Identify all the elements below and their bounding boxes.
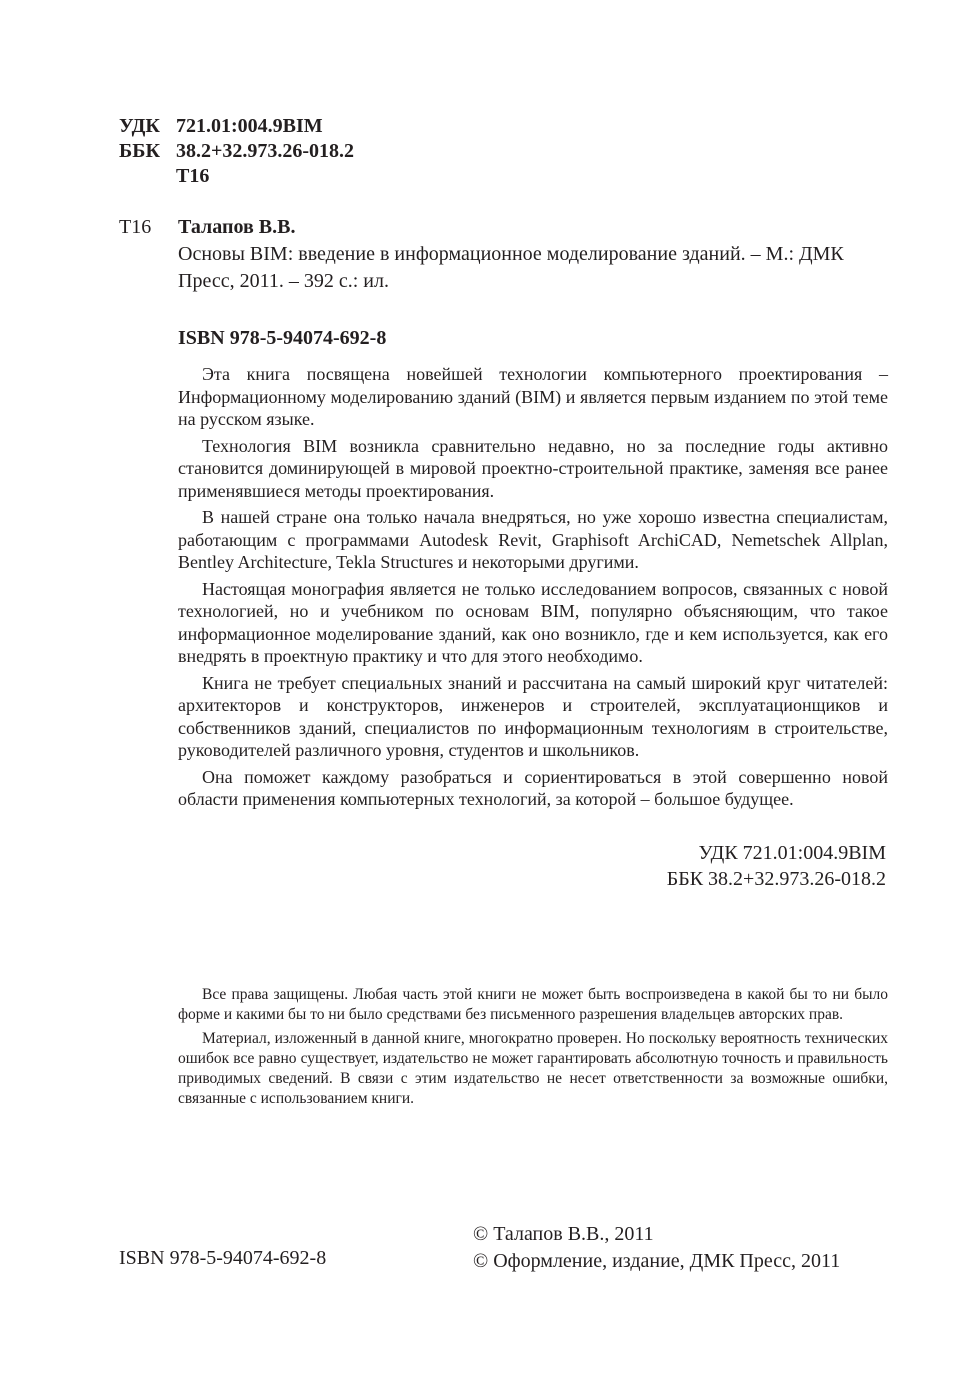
bbk-value: 38.2+32.973.26-018.2: [176, 140, 355, 162]
annotation-paragraph: В нашей стране она только начала внедряться, но уже хорошо известна специалистам, работающим с программами Autodesk Revit, Graphisoft ArchiCAD, Nemetschek Allplan, Bentley Architecture, Tekla Structures и некоторыми другими.: [178, 507, 888, 572]
author-mark-value: Т16: [176, 165, 210, 187]
udk-label: УДК: [119, 115, 160, 137]
udk-line: УДК 721.01:004.9BIM: [698, 842, 886, 864]
bib-description: Основы BIM: введение в информационное моделирование зданий. – М.: ДМК Пресс, 2011. – 392 с.: ил.: [178, 243, 844, 292]
annotation-paragraph: Она поможет каждому разобраться и сориентироваться в этой совершенно новой области применения компьютерных технологий, за которой – большое будущее.: [178, 766, 888, 809]
author-mark-label: [119, 164, 176, 189]
copyright-block: [473, 1221, 840, 1275]
annotation-paragraph: Эта книга посвящена новейшей технологии компьютерного проектирования – Информационному моделированию зданий (BIM) и является первым изданием по этой теме на русском языке.: [178, 364, 888, 429]
copyright-publisher: © Оформление, издание, ДМК Пресс, 2011: [473, 1250, 841, 1272]
classification-codes-right: [667, 840, 886, 892]
annotation: [178, 363, 888, 815]
bbk-line: ББК 38.2+32.973.26-018.2: [666, 868, 886, 890]
annotation-paragraph: Книга не требует специальных знаний и рассчитана на самый широкий круг читателей: архитекторов и конструкторов, инженеров и строителей, эксплуатационщиков и собственников зданий, специалистов по информационным технологиям в строительстве, руководителей различного уровня, студентов и школьников.: [178, 672, 888, 760]
bbk-code-row: [119, 139, 354, 164]
classification-codes: [119, 114, 354, 189]
annotation-paragraph: Настоящая монография является не только исследованием вопросов, связанных с новой технологией, но и учебником по основам BIM, популярно объясняющим, что такое информационное моделирование зданий, как оно возникло, где и кем используется, как его внедрять в проектную практику и что для этого необходимо.: [178, 578, 888, 666]
annotation-paragraph: Технология BIM возникла сравнительно недавно, но за последние годы активно становится доминирующей в мировой проектно-строительной практике, заменяя все ранее применявшиеся методы проектирования.: [178, 435, 888, 501]
bib-author-mark: Т16: [119, 216, 152, 238]
rights-paragraph: Материал, изложенный в данной книге, многократно проверен. Но поскольку вероятность технических ошибок все равно существует, издательство не может гарантировать абсолютную точность и правильность приводимых сведений. В связи с этим издательство не несет ответственности за возможные ошибки, связанные с использованием книги.: [178, 1030, 888, 1107]
bibliographic-record: [119, 214, 889, 295]
rights-paragraph: Все права защищены. Любая часть этой книги не может быть воспроизведена в какой бы то ни было форме и какими бы то ни было средствами без письменного разрешения владельцев авторских прав.: [178, 986, 888, 1023]
bib-body: [178, 214, 889, 295]
isbn-footer: ISBN 978-5-94074-692-8: [119, 1247, 327, 1269]
bbk-label: ББК: [119, 140, 160, 162]
udk-code-row: [119, 114, 354, 139]
author-mark-row: [119, 164, 354, 189]
udk-value: 721.01:004.9BIM: [176, 115, 323, 137]
rights-notice: [178, 985, 888, 1113]
copyright-author: © Талапов В.В., 2011: [473, 1223, 654, 1245]
isbn-main: ISBN 978-5-94074-692-8: [178, 327, 387, 349]
bib-author: Талапов В.В.: [178, 216, 296, 238]
